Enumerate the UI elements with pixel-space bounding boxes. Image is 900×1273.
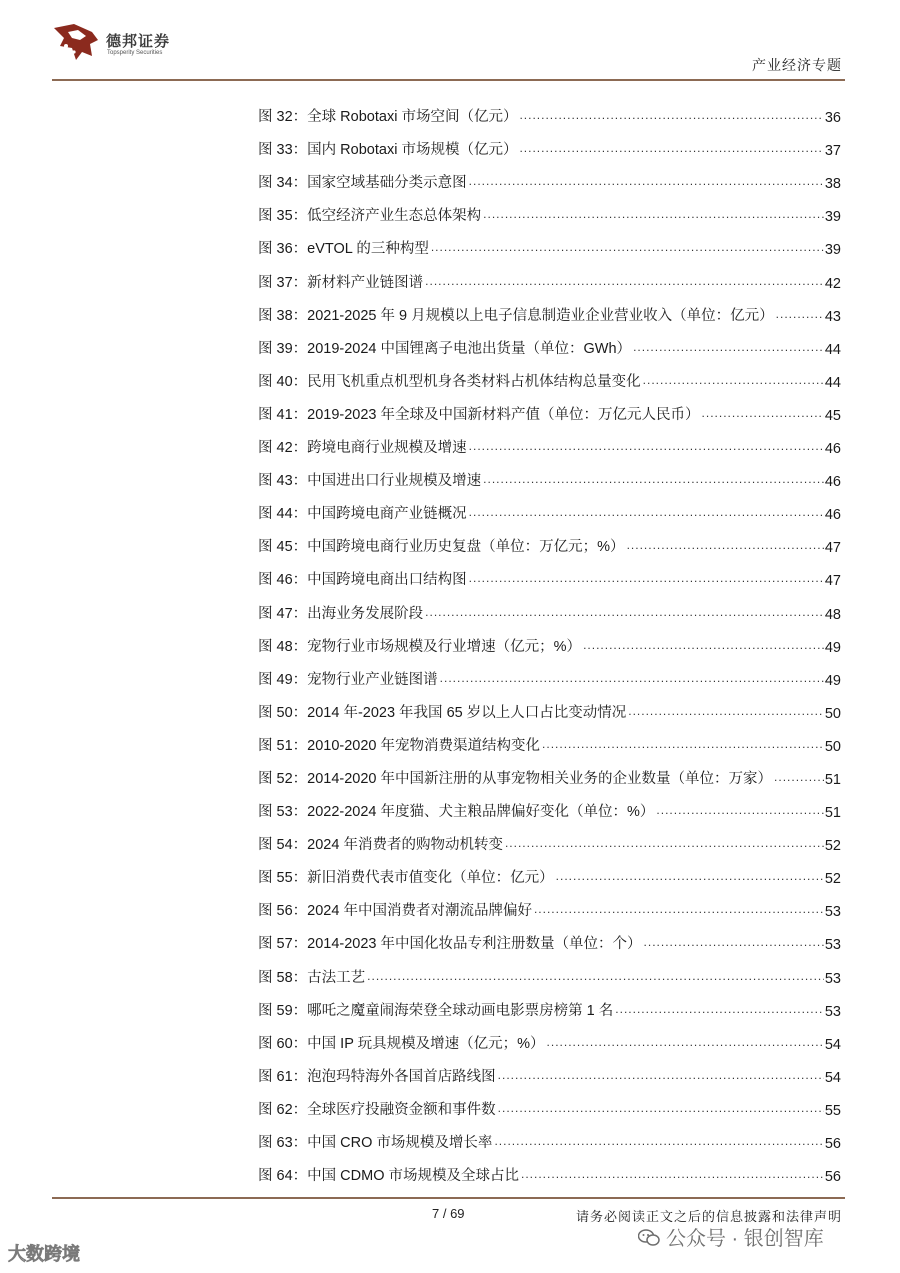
toc-entry-page: 37 [824, 143, 841, 160]
toc-entry-label: 图 58：古法工艺 [258, 969, 366, 986]
toc-leader-dots [431, 240, 824, 254]
toc-leader-dots [483, 207, 824, 221]
toc-entry-label: 图 50：2014 年-2023 年我国 65 岁以上人口占比变动情况 [258, 704, 627, 721]
toc-leader-dots [494, 1134, 823, 1148]
toc-leader-dots [519, 108, 823, 122]
toc-entry-page: 42 [824, 275, 841, 292]
toc-entry[interactable] [258, 325, 841, 358]
toc-entry-label: 图 40：民用飞机重点机型机身各类材料占机体结构总量变化 [258, 373, 641, 390]
toc-leader-dots [469, 439, 824, 453]
toc-entry-page: 47 [824, 573, 841, 590]
toc-entry[interactable] [258, 1152, 841, 1185]
toc-entry[interactable] [258, 887, 841, 920]
toc-entry[interactable] [258, 391, 841, 424]
toc-entry[interactable] [258, 159, 841, 192]
brand-name-en: Topsperity Securities [107, 50, 163, 56]
toc-entry[interactable] [258, 1086, 841, 1119]
toc-entry[interactable] [258, 258, 841, 291]
toc-entry-page: 51 [824, 771, 841, 788]
toc-leader-dots [534, 902, 824, 916]
toc-entry-label: 图 33：国内 Robotaxi 市场规模（亿元） [258, 142, 518, 159]
brand-name: 德邦证券 [106, 33, 171, 50]
toc-entry-label: 图 51：2010-2020 年宠物消费渠道结构变化 [258, 737, 541, 754]
toc-entry[interactable] [258, 920, 841, 953]
toc-leader-dots [615, 1002, 824, 1016]
toc-entry-label: 图 54：2024 年消费者的购物动机转变 [258, 837, 503, 854]
toc-leader-dots [633, 340, 824, 354]
toc-entry[interactable] [258, 623, 841, 656]
figure-index [258, 93, 841, 1185]
toc-leader-dots [776, 307, 824, 321]
toc-entry-page: 55 [824, 1102, 841, 1119]
toc-entry-page: 44 [824, 374, 841, 391]
watermark-text: 大数跨境 [8, 1244, 80, 1264]
toc-leader-dots [644, 935, 824, 949]
toc-entry-page: 47 [824, 540, 841, 557]
toc-leader-dots [469, 174, 824, 188]
toc-entry-page: 53 [824, 1003, 841, 1020]
toc-leader-dots [483, 472, 824, 486]
toc-leader-dots [656, 803, 823, 817]
toc-entry-page: 53 [824, 904, 841, 921]
toc-entry-page: 48 [824, 606, 841, 623]
toc-entry-label: 图 48：宠物行业市场规模及行业增速（亿元；%） [258, 638, 582, 655]
toc-leader-dots [440, 671, 824, 685]
toc-leader-dots [469, 571, 824, 585]
toc-entry-label: 图 64：中国 CDMO 市场规模及全球占比 [258, 1168, 520, 1185]
toc-entry-page: 39 [824, 242, 841, 259]
toc-entry-page: 53 [824, 937, 841, 954]
toc-entry[interactable] [258, 987, 841, 1020]
toc-entry-label: 图 59：哪吒之魔童闹海荣登全球动画电影票房榜第 1 名 [258, 1002, 614, 1019]
toc-entry-page: 36 [824, 110, 841, 127]
toc-entry-label: 图 63：中国 CRO 市场规模及增长率 [258, 1135, 493, 1151]
toc-entry-page: 51 [824, 805, 841, 822]
corner-watermark [8, 1240, 80, 1266]
toc-leader-dots [583, 638, 824, 652]
logo-emblem-icon [52, 22, 102, 62]
toc-leader-dots [702, 406, 824, 420]
toc-entry-label: 图 35：低空经济产业生态总体架构 [258, 208, 482, 225]
toc-entry[interactable] [258, 192, 841, 225]
toc-entry-page: 53 [824, 970, 841, 987]
toc-entry-label: 图 53：2022-2024 年度猫、犬主粮品牌偏好变化（单位：%） [258, 804, 655, 821]
toc-entry-page: 38 [824, 176, 841, 193]
wechat-icon [638, 1229, 660, 1247]
toc-entry-page: 45 [824, 407, 841, 424]
toc-entry-label: 图 32：全球 Robotaxi 市场空间（亿元） [258, 109, 518, 126]
toc-entry-page: 46 [824, 507, 841, 524]
toc-leader-dots [425, 605, 824, 619]
toc-leader-dots [542, 737, 824, 751]
toc-entry-page: 50 [824, 705, 841, 722]
toc-entry[interactable] [258, 1020, 841, 1053]
toc-entry[interactable] [258, 424, 841, 457]
toc-leader-dots [498, 1101, 824, 1115]
toc-leader-dots [774, 770, 824, 784]
toc-entry-page: 43 [824, 308, 841, 325]
toc-entry[interactable] [258, 556, 841, 589]
toc-entry-page: 54 [824, 1069, 841, 1086]
toc-entry[interactable] [258, 656, 841, 689]
header-divider [52, 79, 845, 81]
brand-logo [52, 22, 187, 72]
toc-entry-label: 图 45：中国跨境电商行业历史复盘（单位：万亿元；%） [258, 539, 625, 556]
toc-leader-dots [521, 1167, 824, 1181]
toc-entry-label: 图 60：中国 IP 玩具规模及增速（亿元；%） [258, 1035, 545, 1052]
toc-leader-dots [643, 373, 824, 387]
toc-entry[interactable] [258, 523, 841, 556]
toc-entry-label: 图 41：2019-2023 年全球及中国新材料产值（单位：万亿元人民币） [258, 406, 700, 423]
toc-entry[interactable] [258, 1053, 841, 1086]
toc-entry-label: 图 44：中国跨境电商产业链概况 [258, 506, 467, 523]
toc-leader-dots [505, 836, 824, 850]
toc-entry[interactable] [258, 358, 841, 391]
toc-entry-page: 46 [824, 441, 841, 458]
toc-entry-label: 图 56：2024 年中国消费者对潮流品牌偏好 [258, 903, 532, 920]
toc-entry-label: 图 52：2014-2020 年中国新注册的从事宠物相关业务的企业数量（单位：万家） [258, 770, 773, 787]
toc-entry[interactable] [258, 589, 841, 622]
toc-entry-page: 49 [824, 639, 841, 656]
toc-entry[interactable] [258, 93, 841, 126]
toc-entry-label: 图 37：新材料产业链图谱 [258, 274, 424, 291]
toc-leader-dots [627, 538, 824, 552]
toc-leader-dots [498, 1068, 824, 1082]
toc-entry-page: 50 [824, 738, 841, 755]
toc-entry-label: 图 36：eVTOL 的三种构型 [258, 241, 429, 258]
toc-leader-dots [628, 704, 824, 718]
wechat-watermark [638, 1222, 824, 1251]
legal-disclaimer: 请务必阅读正文之后的信息披露和法律声明 [575, 1209, 842, 1224]
page-number: 7 / 69 [432, 1206, 465, 1221]
toc-entry-label: 图 47：出海业务发展阶段 [258, 605, 424, 622]
toc-leader-dots [425, 274, 824, 288]
toc-entry[interactable] [258, 854, 841, 887]
toc-entry[interactable] [258, 788, 841, 821]
toc-entry-label: 图 61：泡泡玛特海外各国首店路线图 [258, 1068, 496, 1085]
section-title: 产业经济专题 [752, 57, 842, 73]
toc-entry-label: 图 62：全球医疗投融资金额和事件数 [258, 1101, 496, 1118]
toc-leader-dots [556, 869, 824, 883]
toc-entry[interactable] [258, 953, 841, 986]
toc-entry-page: 46 [824, 474, 841, 491]
toc-entry[interactable] [258, 722, 841, 755]
toc-entry[interactable] [258, 1119, 841, 1152]
toc-leader-dots [547, 1035, 824, 1049]
toc-leader-dots [519, 141, 823, 155]
toc-entry-page: 56 [824, 1136, 841, 1152]
toc-entry-page: 52 [824, 838, 841, 855]
toc-entry[interactable] [258, 292, 841, 325]
toc-entry[interactable] [258, 689, 841, 722]
toc-entry-label: 图 55：新旧消费代表市值变化（单位：亿元） [258, 870, 554, 887]
toc-entry[interactable] [258, 126, 841, 159]
watermark-text: 公众号 · 银创智库 [666, 1228, 824, 1250]
toc-leader-dots [469, 505, 824, 519]
toc-entry-page: 39 [824, 209, 841, 226]
toc-entry-page: 54 [824, 1036, 841, 1053]
toc-entry-label: 图 34：国家空域基础分类示意图 [258, 175, 467, 192]
footer-divider [52, 1197, 845, 1199]
toc-entry-page: 49 [824, 672, 841, 689]
toc-entry-label: 图 38：2021-2025 年 9 月规模以上电子信息制造业企业营业收入（单位：亿元） [258, 307, 774, 324]
toc-entry-label: 图 43：中国进出口行业规模及增速 [258, 473, 482, 490]
toc-entry-label: 图 42：跨境电商行业规模及增速 [258, 440, 467, 457]
toc-leader-dots [367, 969, 824, 983]
toc-entry-label: 图 49：宠物行业产业链图谱 [258, 671, 438, 688]
toc-entry-page: 44 [824, 341, 841, 358]
toc-entry[interactable] [258, 490, 841, 523]
toc-entry[interactable] [258, 755, 841, 788]
toc-entry-label: 图 39：2019-2024 中国锂离子电池出货量（单位：GWh） [258, 340, 632, 357]
toc-entry-page: 56 [824, 1169, 841, 1186]
toc-entry-page: 52 [824, 871, 841, 888]
toc-entry[interactable] [258, 225, 841, 258]
toc-entry[interactable] [258, 457, 841, 490]
toc-entry[interactable] [258, 821, 841, 854]
toc-entry-label: 图 57：2014-2023 年中国化妆品专利注册数量（单位：个） [258, 936, 642, 953]
toc-entry-label: 图 46：中国跨境电商出口结构图 [258, 572, 467, 589]
